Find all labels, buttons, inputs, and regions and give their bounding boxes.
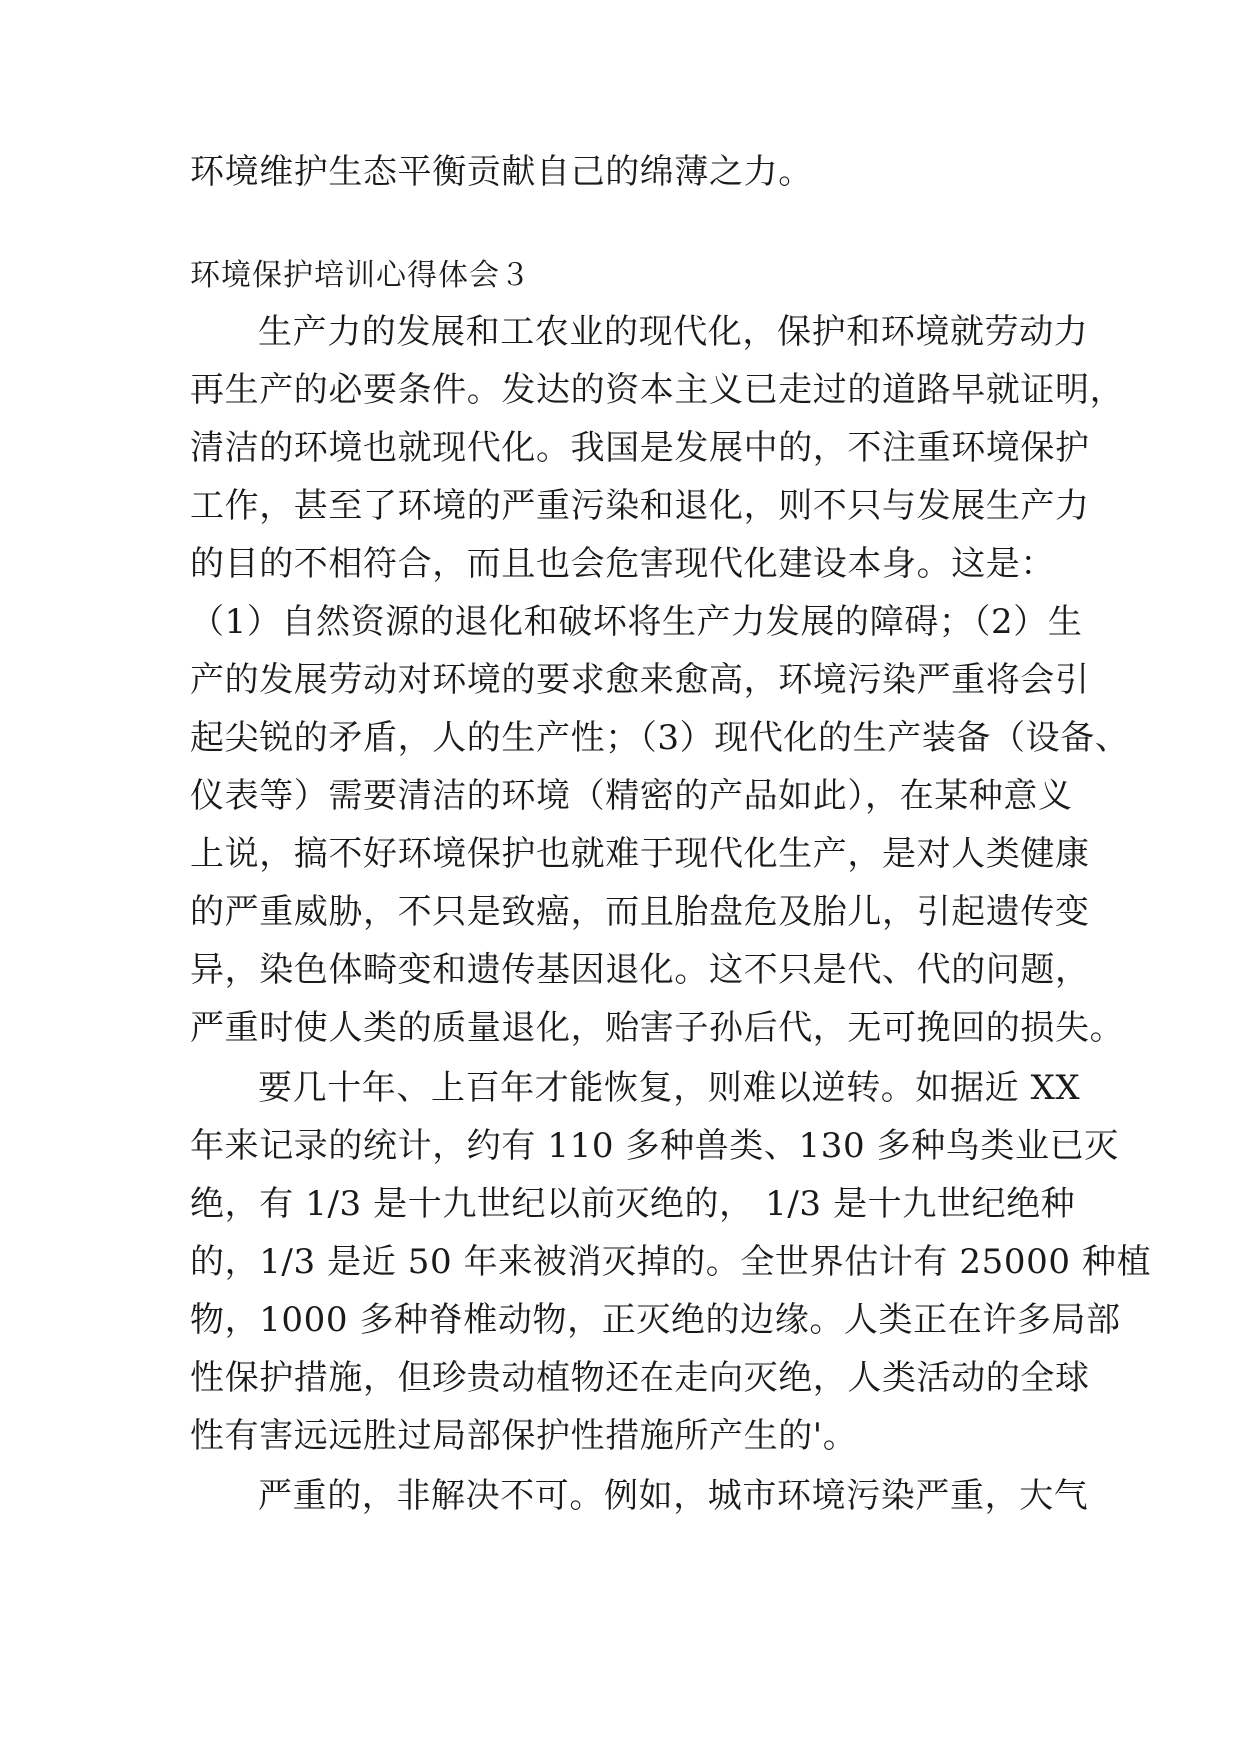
paragraph-1-line: 再生产的必要条件。发达的资本主义已走过的道路早就证明，	[190, 370, 1125, 410]
paragraph-2-line: 物，1000 多种脊椎动物，正灭绝的边缘。人类正在许多局部	[190, 1300, 1121, 1340]
paragraph-1-line: 清洁的环境也就现代化。我国是发展中的，不注重环境保护	[190, 428, 1090, 468]
paragraph-2-line: 年来记录的统计，约有 110 多种兽类、130 多种鸟类业已灭	[190, 1126, 1119, 1166]
paragraph-1-line: 工作，甚至了环境的严重污染和退化，则不只与发展生产力	[190, 486, 1090, 526]
paragraph-1-line: 起尖锐的矛盾，人的生产性；（3）现代化的生产装备（设备、	[190, 718, 1130, 758]
paragraph-1-line: 仪表等）需要清洁的环境（精密的产品如此），在某种意义	[190, 776, 1073, 816]
paragraph-2-line: 绝，有 1/3 是十九世纪以前灭绝的， 1/3 是十九世纪绝种	[190, 1184, 1076, 1224]
paragraph-1-line: （1）自然资源的退化和破坏将生产力发展的障碍；（2）生	[190, 602, 1083, 642]
section-heading: 环境保护培训心得体会３	[190, 258, 531, 293]
top-line: 环境维护生态平衡贡献自己的绵薄之力。	[190, 152, 813, 192]
paragraph-2-line: 要几十年、上百年才能恢复，则难以逆转。如据近 XX	[258, 1068, 1081, 1108]
paragraph-2-line: 性有害远远胜过局部保护性措施所产生的'。	[190, 1416, 858, 1456]
paragraph-2-line: 性保护措施，但珍贵动植物还在走向灭绝，人类活动的全球	[190, 1358, 1090, 1398]
paragraph-2-line: 的，1/3 是近 50 年来被消灭掉的。全世界估计有 25000 种植	[190, 1242, 1152, 1282]
paragraph-1-line: 上说，搞不好环境保护也就难于现代化生产，是对人类健康	[190, 834, 1090, 874]
paragraph-3-line: 严重的，非解决不可。例如，城市环境污染严重，大气	[258, 1476, 1089, 1516]
paragraph-1-line: 的目的不相符合，而且也会危害现代化建设本身。这是：	[190, 544, 1055, 584]
paragraph-1-line: 生产力的发展和工农业的现代化，保护和环境就劳动力	[258, 312, 1089, 352]
paragraph-1-line: 严重时使人类的质量退化，贻害子孙后代，无可挽回的损失。	[190, 1008, 1125, 1048]
paragraph-1-line: 异，染色体畸变和遗传基因退化。这不只是代、代的问题，	[190, 950, 1090, 990]
paragraph-1-line: 的严重威胁，不只是致癌，而且胎盘危及胎儿，引起遗传变	[190, 892, 1090, 932]
paragraph-1-line: 产的发展劳动对环境的要求愈来愈高，环境污染严重将会引	[190, 660, 1090, 700]
